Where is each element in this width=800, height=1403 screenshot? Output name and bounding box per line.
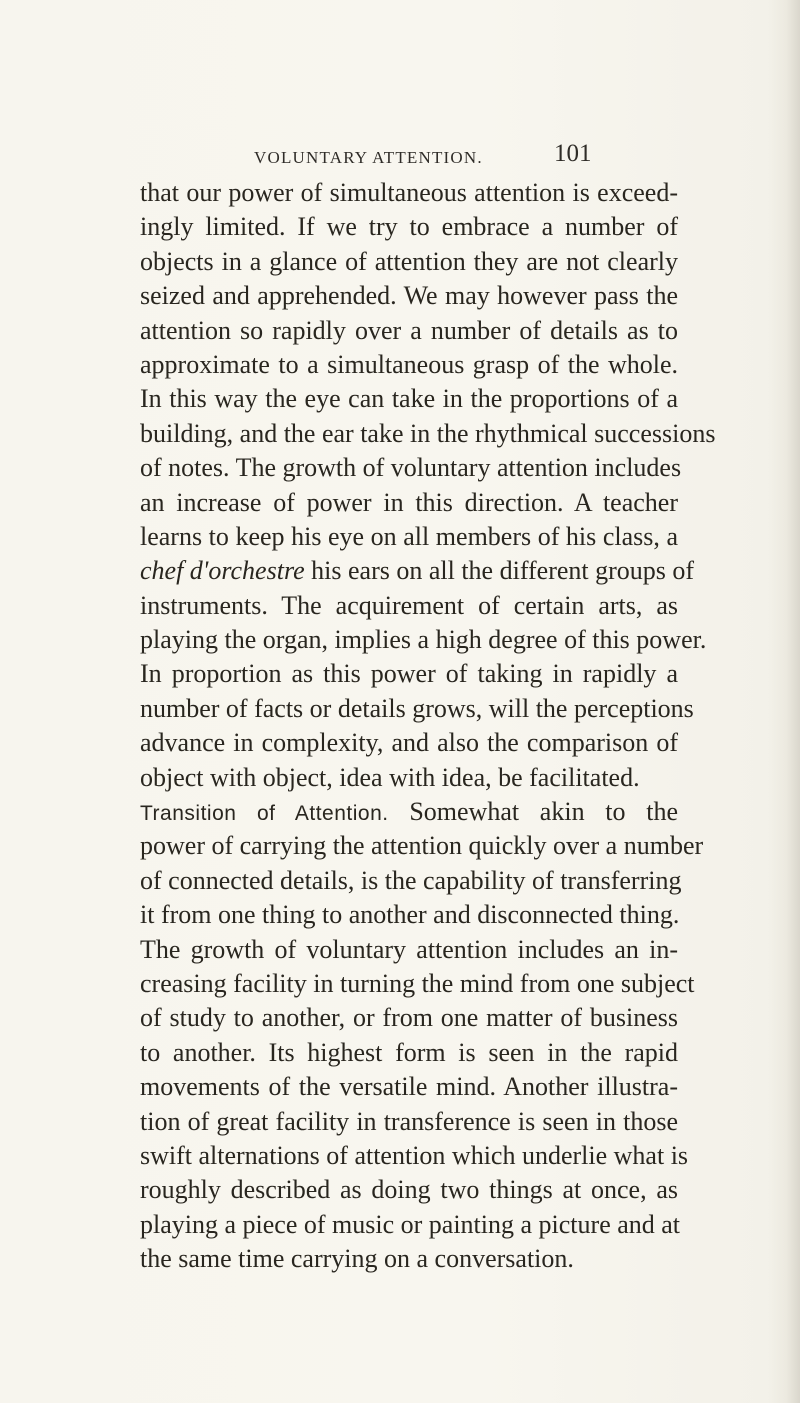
running-head xyxy=(0,138,800,174)
text-line: seized and apprehended. We may however pass the xyxy=(140,281,678,311)
text-line: movements of the versatile mind. Another illustra- xyxy=(140,1072,678,1102)
page-edge-shadow xyxy=(786,0,800,1403)
text-line: an increase of power in this direction. A teacher xyxy=(140,487,678,517)
text-line: attention so rapidly over a number of details as to xyxy=(140,315,678,345)
text-line: In this way the eye can take in the proportions of a xyxy=(140,384,678,414)
text-line: roughly described as doing two things at once, as xyxy=(140,1175,678,1205)
text-line: learns to keep his eye on all members of his class, a xyxy=(140,521,678,551)
body-text xyxy=(140,176,716,1277)
text-line: object with object, idea with idea, be facilitated. xyxy=(140,762,640,792)
text-line xyxy=(140,554,695,588)
text-line: advance in complexity, and also the comparison of xyxy=(140,728,678,758)
text-line: The growth of voluntary attention includes an in- xyxy=(140,934,678,964)
text-fragment: his ears on all the different groups of xyxy=(304,556,695,586)
text-line: number of facts or details grows, will the perceptions xyxy=(140,693,694,723)
text-line: the same time carrying on a conversation. xyxy=(140,1244,574,1274)
text-line: building, and the ear take in the rhythmical successions xyxy=(140,418,716,448)
text-line: playing the organ, implies a high degree of this power. xyxy=(140,625,707,655)
text-line: tion of great facility in transference is seen in those xyxy=(140,1106,678,1136)
text-line: objects in a glance of attention they are not clearly xyxy=(140,246,678,276)
text-line: that our power of simultaneous attention is exceed- xyxy=(140,178,678,207)
text-line: playing a piece of music or painting a picture and at xyxy=(140,1209,681,1239)
text-line: swift alternations of attention which underlie what is xyxy=(140,1140,689,1170)
text-line: approximate to a simultaneous grasp of the whole. xyxy=(140,349,678,379)
text-line: of connected details, is the capability of transferring xyxy=(140,865,682,895)
text-line: creasing facility in turning the mind from one subject xyxy=(140,968,695,998)
page-number: 101 xyxy=(554,140,592,167)
text-line: instruments. The acquirement of certain arts, as xyxy=(140,590,678,620)
text-line: In proportion as this power of taking in rapidly a xyxy=(140,659,678,689)
text-line: ingly limited. If we try to embrace a number of xyxy=(140,212,678,242)
text-line: of notes. The growth of voluntary attention includes xyxy=(140,453,682,483)
italic-phrase: chef d'orchestre xyxy=(140,556,305,586)
text-line: it from one thing to another and disconnected thing. xyxy=(140,900,680,930)
text-line: of study to another, or from one matter of business xyxy=(140,1003,678,1033)
text-line xyxy=(140,795,678,829)
text-line: power of carrying the attention quickly over a number xyxy=(140,831,704,861)
text-fragment: Somewhat akin to the xyxy=(388,797,678,827)
section-heading: Transition of Attention. xyxy=(140,802,389,826)
running-title: VOLUNTARY ATTENTION. xyxy=(254,148,483,167)
text-line: to another. Its highest form is seen in the rapid xyxy=(140,1037,678,1067)
